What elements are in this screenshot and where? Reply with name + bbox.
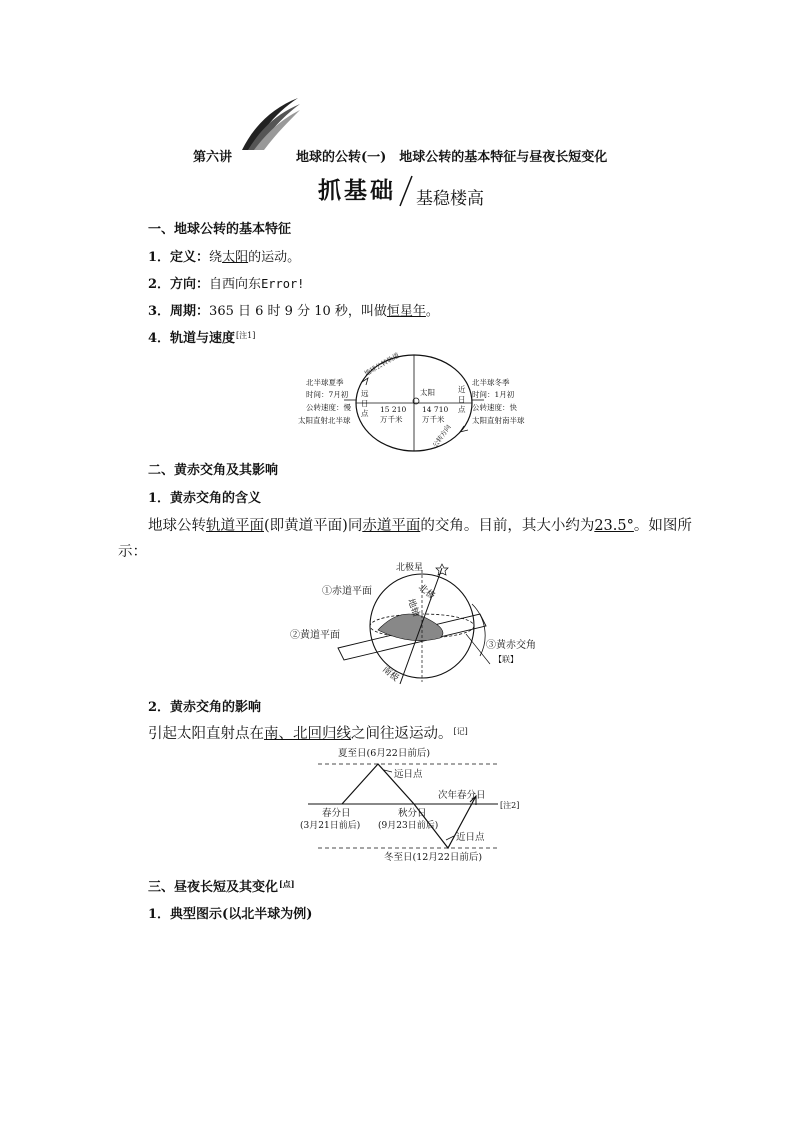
distance-left: 15 210 [380,405,407,414]
subheading-obliquity-meaning: 1．黄赤交角的含义 [148,491,262,506]
perihelion-char-1: 近 [458,385,466,394]
perihelion-char-3: 点 [458,405,466,414]
subheading-typical-diagram: 1．典型图示(以北半球为例) [148,907,313,922]
polaris-label: 北极星 [396,563,424,573]
obliquity-diagram [290,556,540,690]
right-label-2: 时间：1月初 [472,390,515,399]
subheading-obliquity-effect: 2．黄赤交角的影响 [148,700,262,715]
distance-left-unit: 万千米 [380,415,403,424]
spring-equinox-label: 春分日 [322,808,351,819]
distance-right: 14 710 [422,405,449,414]
summer-solstice-label: 夏至日(6月22日前后) [338,748,431,759]
orbit-path-label: 地球公转轨道 [363,351,401,378]
banner-slash [398,174,414,208]
winter-solstice-label: 冬至日(12月22日前后) [384,852,483,863]
obliquity-effect-paragraph: 引起太阳直射点在南、北回归线之间往返运动。[记] [148,726,468,742]
section-heading-3: 三、昼夜长短及其变化[点] [148,879,295,895]
left-label-1: 北半球夏季 [306,378,344,387]
obliquity-paragraph-line1: 地球公转轨道平面(即黄道平面)同赤道平面的交角。目前，其大小约为23.5°。如图所 [148,518,692,534]
section-heading-1: 一、地球公转的基本特征 [148,222,292,237]
item-definition: 1．定义：绕太阳的运动。 [148,250,301,265]
page-title: 地球的公转(一) 地球公转的基本特征与昼夜长短变化 [296,150,608,165]
aphelion-char-3: 点 [361,409,369,418]
swoosh-logo-icon [240,96,302,152]
autumn-equinox-date: (9月23日前后) [378,821,439,831]
aphelion-label: 远日点 [394,769,423,780]
obliquity-note: 【联】 [494,655,518,664]
season-diagram [298,744,534,866]
item-direction: 2．方向：自西向东Error! [148,277,305,292]
left-label-4: 太阳直射北半球 [298,416,351,425]
distance-right-unit: 万千米 [422,415,445,424]
aphelion-char-1: 远 [361,389,369,398]
ecliptic-plane-label: ②黄道平面 [290,630,340,641]
lecture-number: 第六讲 [193,150,233,165]
orbit-diagram [296,348,546,452]
autumn-equinox-label: 秋分日 [398,808,427,819]
banner-sub: 基稳楼高 [416,189,484,209]
right-label-3: 公转速度：快 [472,403,517,412]
right-label-4: 太阳直射南半球 [472,416,525,425]
aphelion-char-2: 日 [361,399,369,408]
left-label-2: 时间：7月初 [306,390,349,399]
equator-plane-label: ①赤道平面 [322,586,372,597]
left-label-3: 公转速度：慢 [306,403,351,412]
revolution-direction-label: 公转方向 [431,423,453,450]
north-pole-label: 北极 [416,582,437,602]
perihelion-char-2: 日 [458,395,466,404]
polaris-star-icon [436,564,448,575]
obliquity-label: ③黄赤交角 [486,640,536,651]
item-orbit-speed: 4．轨道与速度[注1] [148,331,256,346]
next-spring-equinox-label: 次年春分日 [438,790,486,801]
sun-label: 太阳 [420,388,435,397]
season-note: [注2] [500,801,520,810]
item-period: 3．周期：365 日 6 时 9 分 10 秒，叫做恒星年。 [148,304,439,319]
south-pole-label: 南极 [380,664,401,684]
perihelion-label: 近日点 [456,832,485,843]
earth-axis-label: 地轴 [405,597,421,618]
banner-main: 抓基础 [318,178,396,204]
spring-equinox-date: (3月21日前后) [300,821,361,831]
section-heading-2: 二、黄赤交角及其影响 [148,463,279,478]
right-label-1: 北半球冬季 [472,378,510,387]
obliquity-paragraph-line2: 示： [118,544,147,560]
